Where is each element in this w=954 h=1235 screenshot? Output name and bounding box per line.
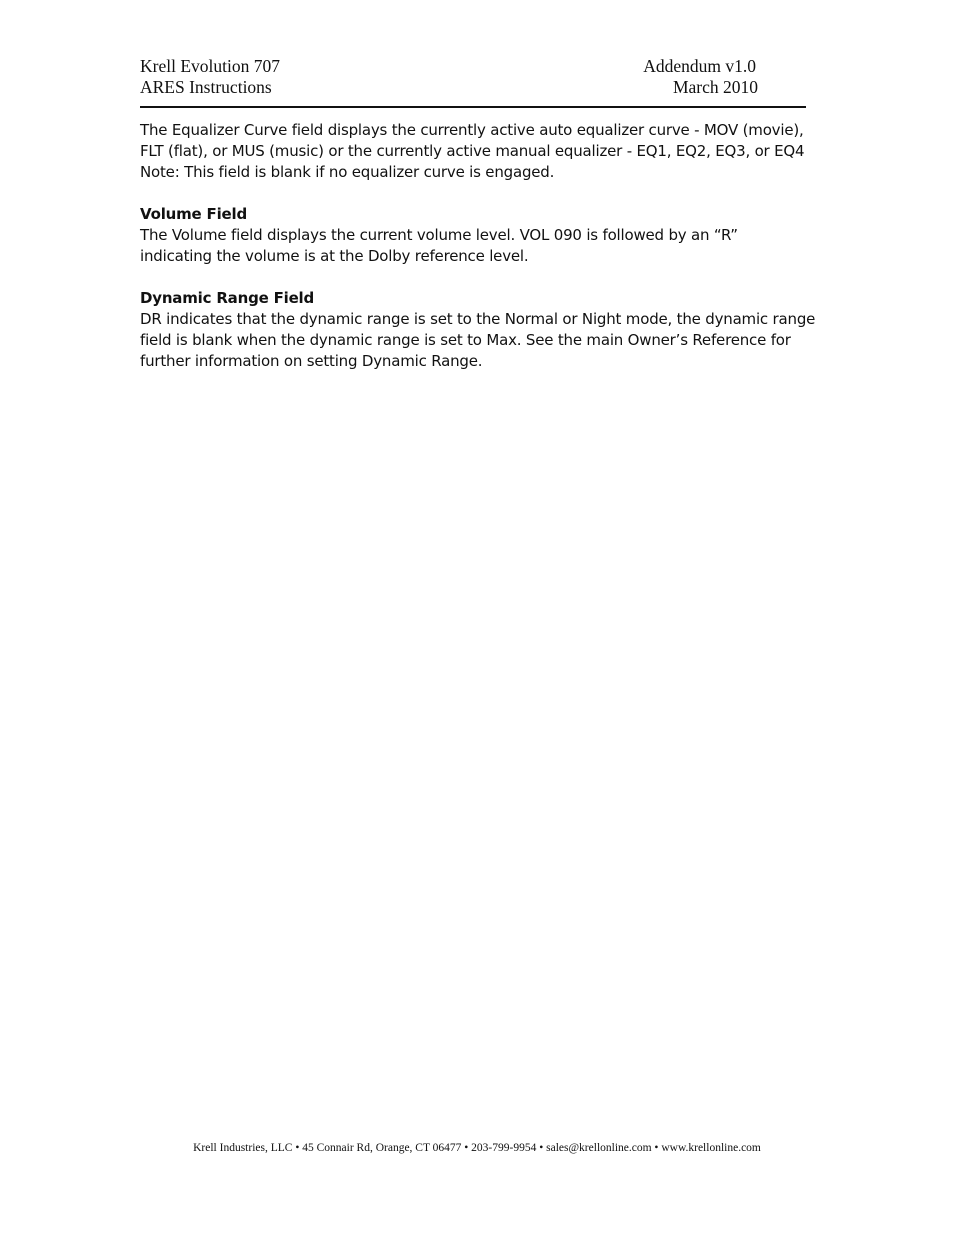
header-divider: [140, 106, 806, 108]
paragraph-line: field is blank when the dynamic range is set to Max. See the main Owner’s Reference for: [140, 331, 791, 349]
header-document-date: March 2010: [672, 77, 758, 97]
page-header: [140, 56, 806, 98]
footer-contact-info: Krell Industries, LLC • 45 Connair Rd, Orange, CT 06477 • 203-799-9954 • sales@krellonline.com • www.krellonline.com: [193, 1142, 761, 1154]
paragraph-line: FLT (flat), or MUS (music) or the currently active manual equalizer - EQ1, EQ2, EQ3, or EQ4: [140, 142, 805, 160]
paragraph-line: The Volume field displays the current volume level. VOL 090 is followed by an “R”: [140, 226, 738, 244]
dynamic-range-field-section: [140, 288, 816, 372]
volume-field-section: [140, 204, 810, 267]
volume-field-heading: Volume Field: [140, 205, 247, 223]
dynamic-range-field-heading: Dynamic Range Field: [140, 289, 315, 307]
header-product-name: Krell Evolution 707: [140, 56, 280, 76]
page-footer: [0, 1141, 954, 1156]
paragraph-line: further information on setting Dynamic Range.: [140, 352, 483, 370]
paragraph-line: Note: This field is blank if no equalizer curve is engaged.: [140, 163, 555, 181]
paragraph-line: The Equalizer Curve field displays the currently active auto equalizer curve - MOV (movie),: [140, 121, 804, 139]
header-row-1: [140, 56, 806, 77]
paragraph-line: DR indicates that the dynamic range is set to the Normal or Night mode, the dynamic range: [140, 310, 816, 328]
page-body: [140, 120, 816, 393]
header-row-2: [140, 77, 806, 98]
header-document-version: Addendum v1.0: [643, 56, 756, 76]
header-document-subject: ARES Instructions: [140, 77, 272, 97]
paragraph-line: indicating the volume is at the Dolby reference level.: [140, 247, 529, 265]
equalizer-curve-paragraph: [140, 120, 810, 183]
